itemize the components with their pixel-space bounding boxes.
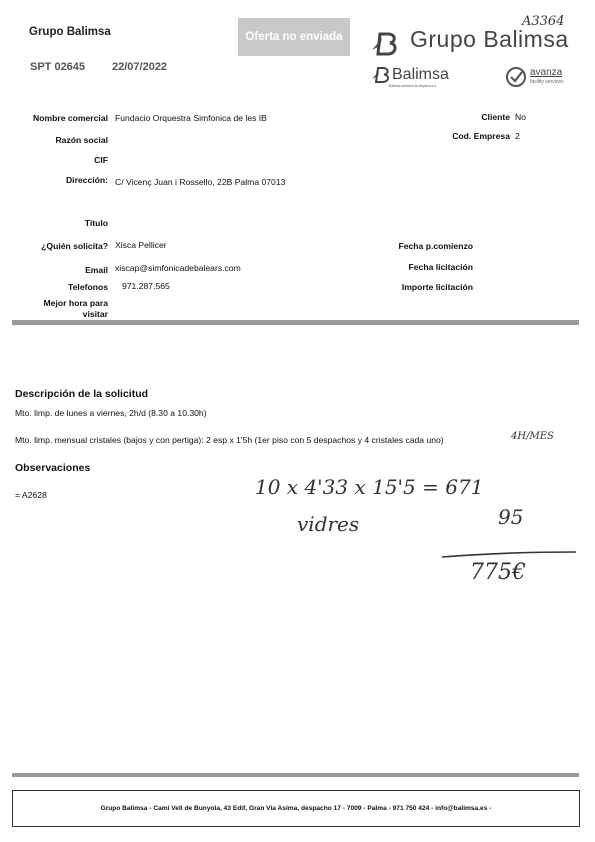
nombre-comercial-label: Nombre comercial [33,113,108,123]
footer-address: Grupo Balimsa - Cami Vell de Bunyola, 43 Edif, Gran Via Asima, despacho 17 - 7009 - Palma - 971 750 424 - info@balimsa.es - [12,790,580,827]
titulo-label: Titulo [84,218,108,228]
razon-social-label: Razón social [55,135,108,145]
handwritten-calc-amount: 95 [498,505,524,529]
nombre-comercial-value: Fundacio Orquestra Simfonica de les IB [115,113,267,123]
importe-licitacion-label: Importe licitación [401,282,473,292]
balimsa-logo-icon [368,30,402,63]
cif-label: CIF [94,155,108,165]
telefonos-value: 971.287.565 [122,281,170,291]
logo-avanza: avanza [530,67,563,78]
direccion-value: C/ Vicenç Juan i Rossello, 22B Palma 07013 [115,177,286,187]
observaciones-title: Observaciones [15,462,91,474]
document-code: SPT 02645 [30,61,86,73]
handwritten-reference: A3364 [522,14,565,29]
email-value: xiscap@simfonicadebalears.com [115,263,241,273]
company-name: Grupo Balimsa [29,26,111,38]
mejor-hora-label-line1: Mejor hora para [43,298,108,308]
handwritten-calc-total: 775€ [470,560,526,585]
fecha-licitacion-label: Fecha licitación [408,262,473,272]
logo-avanza-subtitle: facility services [530,79,564,85]
document-date: 22/07/2022 [112,61,168,73]
mejor-hora-label-line2: visitar [82,309,108,319]
logo-grupo-balimsa: Grupo Balimsa [410,26,569,52]
descripcion-line2: Mto. limp. mensual cristales (bajos y con pertiga): 2 esp x 1'5h (1er piso con 5 despachos y 4 cristales cada uno) [15,435,444,445]
quien-solicita-value: Xisca Pellicer [115,240,167,250]
telefonos-label: Telefonos [68,282,108,292]
fecha-comienzo-label: Fecha p.comienzo [398,241,473,251]
cod-empresa-value: 2 [515,131,520,141]
logo-balimsa-subtitle: Balimsa servicios de limpieza s.a. [389,84,437,88]
status-badge: Oferta no enviada [238,18,350,56]
handwritten-calc-line1: 10 x 4'33 x 15'5 = 671 [255,475,484,499]
handwritten-hours-note: 4H/MES [511,431,554,442]
logo-balimsa: Balimsa [392,66,449,83]
descripcion-line1: Mto. limp. de lunes a viernes, 2h/d (8.30 a 10.30h) [15,408,207,418]
footer-divider [12,773,579,777]
cliente-label: Cliente [481,112,510,122]
direccion-label: Dirección: [65,175,108,185]
descripcion-title: Descripción de la solicitud [15,388,149,400]
handwritten-calc-word: vidres [297,512,360,536]
quien-solicita-label: ¿Quién solicita? [41,241,108,251]
email-label: Email [85,265,108,275]
observaciones-value: = A2628 [15,490,47,500]
cliente-value: No [515,112,526,122]
section-divider [12,320,579,325]
avanza-logo-icon [505,66,527,93]
cod-empresa-label: Cod. Empresa [452,131,510,141]
